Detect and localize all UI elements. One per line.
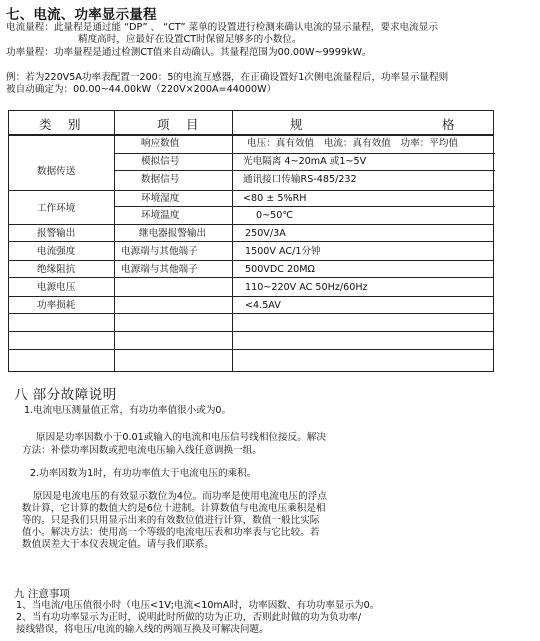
fault-item-2-answer-line5: 数值误差大于本仪表规定值。请与我们联系。 <box>22 539 214 550</box>
example-text-line1: 例：若为220V5A功率表配置一200：5的电流互感器，在正确设置好1次侧电流量程后，功率显示量程则 <box>6 72 449 83</box>
cell-category: 功率损耗 <box>37 300 76 311</box>
note-3: 接线错误，将电压/电流的输入线的两端互换及可解决问题。 <box>16 624 269 635</box>
cell-category: 报警输出 <box>37 228 76 239</box>
cell-spec: 1500V AC/1分钟 <box>245 246 321 257</box>
cell-item: 响应数值 <box>141 138 180 149</box>
fault-item-1-answer-line2: 方法：补偿功率因数或把电流电压输入线任意调换一组。 <box>22 445 262 456</box>
header-item: 项 目 <box>157 117 201 132</box>
cell-spec: 500VDC 20MΩ <box>245 264 315 275</box>
fault-item-2: 2.功率因数为1时，有功功率值大于电流电压的乘积。 <box>30 468 257 479</box>
cell-spec: 110~220V AC 50Hz/60Hz <box>245 282 368 293</box>
cell-item: 继电器报警输出 <box>139 228 207 239</box>
note-2: 2、当有功功率显示为正时，说明此时所做的功为正功，否则此时做的功为负功率/ <box>16 612 362 623</box>
fault-item-2-answer-line1: 原因是电流电压的有效显示数位为4位。而功率是使用电流电压的浮点 <box>33 491 327 502</box>
fault-item-1: 1.电流电压测量值正常，有功功率值很小或为0。 <box>24 405 232 416</box>
section7-heading: 七、电流、功率显示量程 <box>6 7 157 23</box>
cell-category: 电流强度 <box>37 246 76 257</box>
cell-item: 环境湿度 <box>141 193 180 204</box>
cell-category: 工作环境 <box>37 203 76 214</box>
header-category: 类 别 <box>39 117 83 132</box>
fault-item-2-answer-line4: 值小。解决方法：使用高一个等级的电流电压表和功率表与它比较。若 <box>22 527 320 538</box>
cell-spec: 光电隔离 4~20mA 或1~5V <box>243 156 367 167</box>
note-1: 1、当电流/电压值很小时（电压<1V;电流<10mA时，功率因数、有功功率显示为0。 <box>16 600 380 611</box>
spec-table <box>8 110 494 372</box>
fault-item-2-answer-line3: 等的。只是我们只用显示出来的有效数位值进行计算，数值一般比实际 <box>22 515 320 526</box>
example-text-line2: 被自动确定为：00.00~44.00kW（220V×200A=44000W） <box>6 84 277 95</box>
section8-heading: 八 部分故障说明 <box>14 387 117 403</box>
cell-category: 数据传送 <box>37 166 76 177</box>
cell-spec: <80 ± 5%RH <box>243 193 307 204</box>
cell-spec: 通讯接口传输RS-485/232 <box>243 174 357 185</box>
cell-item: 模拟信号 <box>141 156 180 167</box>
power-range-text: 功率量程：功率量程是通过检测CT值来自动确认。其量程范围为00.00W~9999kW。 <box>6 47 372 58</box>
cell-spec: 250V/3A <box>245 228 286 239</box>
cell-category: 绝缘阻抗 <box>37 264 76 275</box>
spec-table-header <box>9 111 493 135</box>
current-range-text-line1: 电流量程：此量程是通过能 “DP” 、 “CT” 菜单的设置进行检测来确认电流的显示量程，要求电流显示 <box>6 22 438 33</box>
section9-heading: 九 注意事项 <box>14 588 70 600</box>
cell-spec: <4.5AV <box>245 300 281 311</box>
cell-item: 电源端与其他端子 <box>121 246 198 257</box>
cell-item: 电源端与其他端子 <box>121 264 198 275</box>
fault-item-1-answer-line1: 原因是功率因数小于0.01或输入的电流和电压信号线相位接反。解决 <box>36 432 326 443</box>
header-spec-2: 格 <box>442 117 457 132</box>
current-range-text-line2: 精度高时，应最好在设置CT时保留足够多的小数位。 <box>78 34 302 45</box>
cell-category: 电源电压 <box>37 282 76 293</box>
cell-spec: 电压：真有效值 电流：真有效值 功率：平均值 <box>247 138 459 149</box>
header-spec-1: 规 <box>290 117 305 132</box>
cell-item: 环境温度 <box>141 210 180 221</box>
cell-spec: 0~50℃ <box>256 210 294 221</box>
fault-item-2-answer-line2: 数计算，它计算的数值大约是6位十进制。计算数值与电流电压乘积是相 <box>22 503 326 514</box>
cell-item: 数据信号 <box>141 174 180 185</box>
